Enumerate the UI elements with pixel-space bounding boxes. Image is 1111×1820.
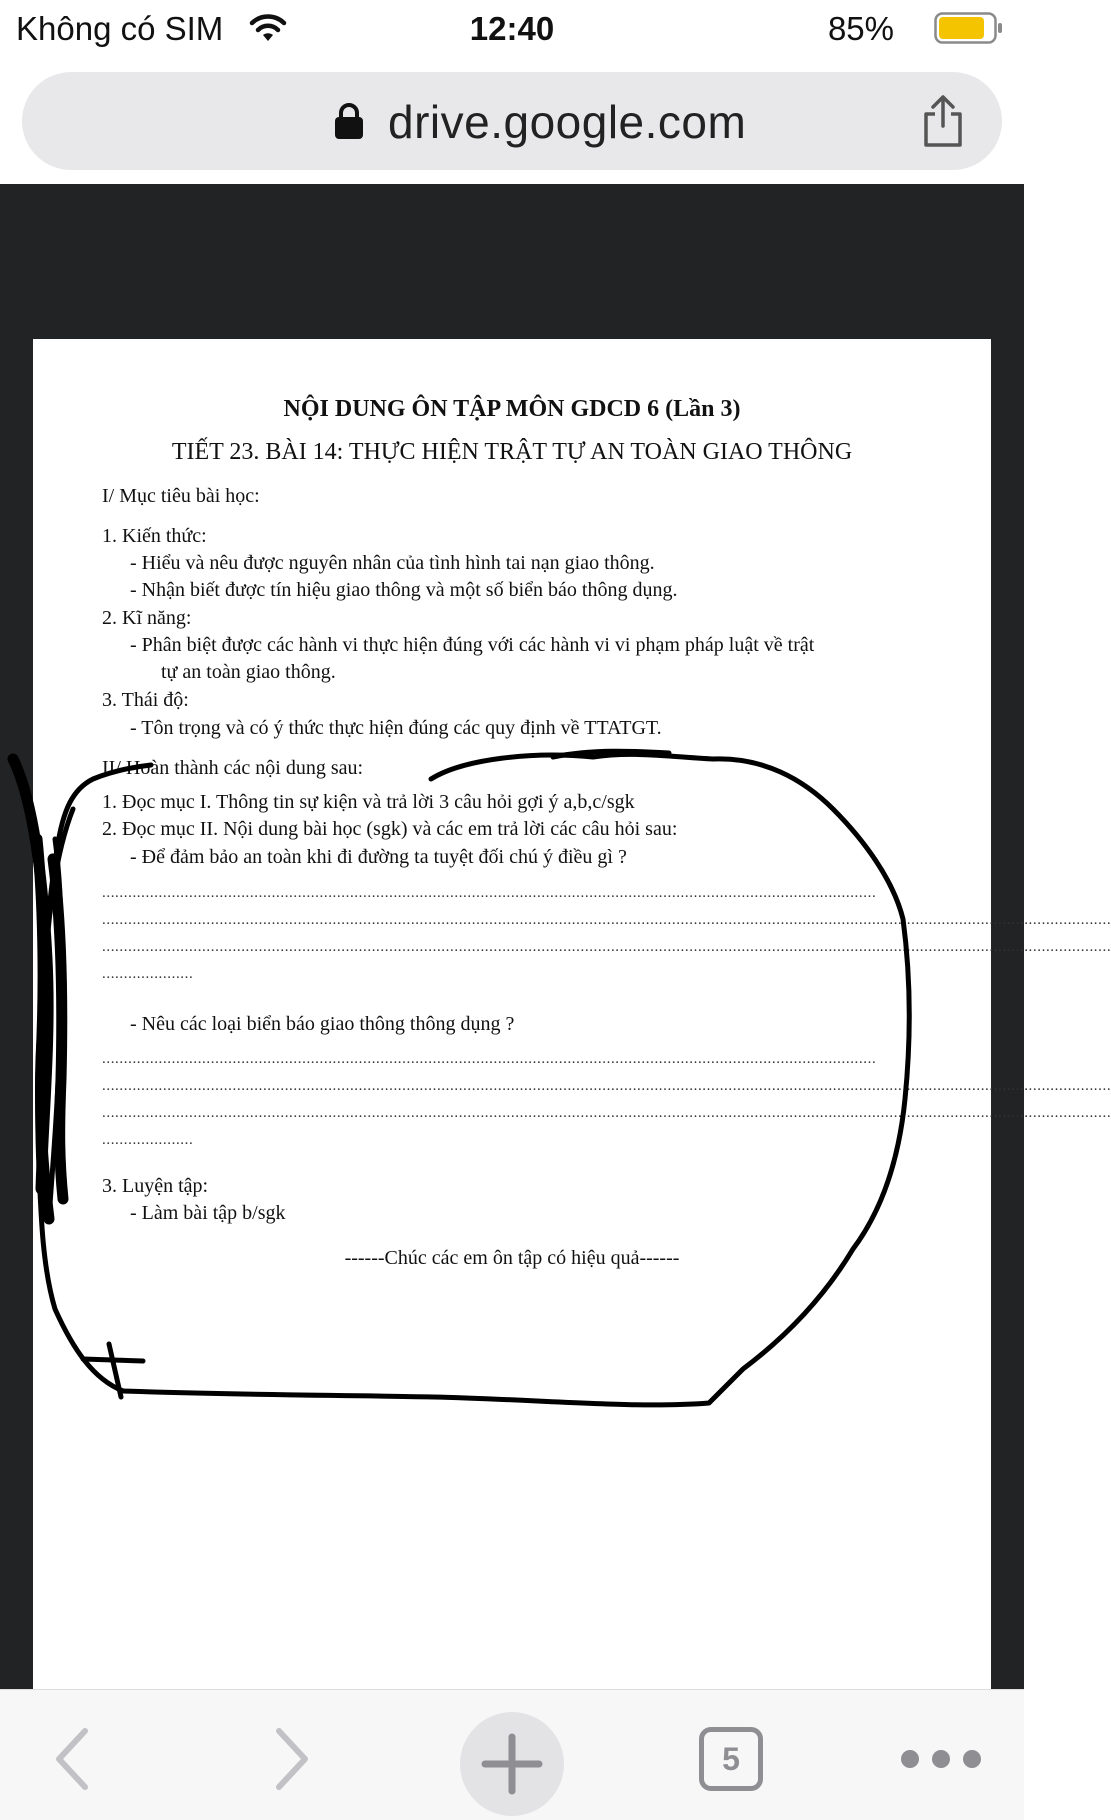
clock: 12:40 [469, 10, 555, 47]
list-item: 1. Kiến thức: [102, 525, 207, 547]
list-item: - Làm bài tập b/sgk [130, 1202, 286, 1224]
document-page [33, 339, 1111, 1689]
status-bar [0, 0, 1024, 58]
answer-line: ........................................................................................................................................................................................................................................ [102, 939, 1111, 955]
question: - Nêu các loại biển báo giao thông thông dụng ? [130, 1013, 515, 1035]
list-item: - Nhận biết được tín hiệu giao thông và một số biển báo thông dụng. [130, 579, 678, 601]
question: - Để đảm bảo an toàn khi đi đường ta tuyệt đối chú ý điều gì ? [130, 846, 627, 868]
list-item: 2. Đọc mục II. Nội dung bài học (sgk) và các em trả lời các câu hỏi sau: [102, 818, 678, 840]
answer-line: ........................................................................................................................................................................................................................................ [102, 1105, 1111, 1121]
plus-icon [479, 1731, 545, 1797]
answer-line: ..................... [102, 1132, 194, 1148]
list-item: 2. Kĩ năng: [102, 607, 192, 629]
answer-line: ..................... [102, 966, 194, 982]
forward-button[interactable] [246, 1714, 336, 1804]
list-item: 3. Thái độ: [102, 689, 189, 711]
document-subheading: TIẾT 23. BÀI 14: THỰC HIỆN TRẬT TỰ AN TOÀN GIAO THÔNG [171, 439, 853, 465]
back-button[interactable] [28, 1714, 118, 1804]
answer-line: .................................................................................................................................................................................. [102, 1051, 877, 1067]
battery-percent: 85% [827, 10, 894, 47]
answer-line: ........................................................................................................................................................................................................................................ [102, 1078, 1111, 1094]
share-icon[interactable] [920, 94, 966, 148]
more-icon [898, 1747, 984, 1771]
url-domain[interactable]: drive.google.com [388, 96, 747, 148]
section-title: I/ Mục tiêu bài học: [102, 485, 260, 507]
chevron-right-icon [267, 1723, 315, 1795]
battery-level [939, 17, 984, 39]
tab-count: 5 [699, 1727, 763, 1791]
list-item: 1. Đọc mục I. Thông tin sự kiện và trả lời 3 câu hỏi gợi ý a,b,c/sgk [102, 791, 635, 813]
answer-line: ........................................................................................................................................................................................................................................ [102, 912, 1111, 928]
list-item: - Hiểu và nêu được nguyên nhân của tình hình tai nạn giao thông. [130, 552, 655, 574]
list-item: - Phân biệt được các hành vi thực hiện đúng với các hành vi vi phạm pháp luật về trật [130, 634, 815, 656]
document-heading: NỘI DUNG ÔN TẬP MÔN GDCD 6 (Lần 3) [283, 396, 741, 422]
section-title: II/ Hoàn thành các nội dung sau: [102, 757, 364, 779]
list-item: tự an toàn giao thông. [161, 661, 336, 683]
address-bar[interactable] [22, 72, 1002, 170]
chevron-left-icon [49, 1723, 97, 1795]
more-button[interactable] [886, 1714, 996, 1804]
battery-icon [934, 12, 1004, 44]
list-item: - Tôn trọng và có ý thức thực hiện đúng các quy định về TTATGT. [130, 717, 662, 739]
carrier-label: Không có SIM [16, 10, 224, 47]
bottom-toolbar [0, 1689, 1024, 1820]
lock-icon [334, 102, 364, 140]
answer-line: .................................................................................................................................................................................. [102, 885, 877, 901]
list-item: 3. Luyện tập: [102, 1175, 209, 1197]
document-viewer[interactable] [0, 184, 1111, 1689]
tab-switcher-button[interactable] [686, 1714, 776, 1804]
new-tab-button[interactable] [460, 1712, 564, 1816]
closing-line: ------Chúc các em ôn tập có hiệu quả------ [344, 1247, 680, 1269]
